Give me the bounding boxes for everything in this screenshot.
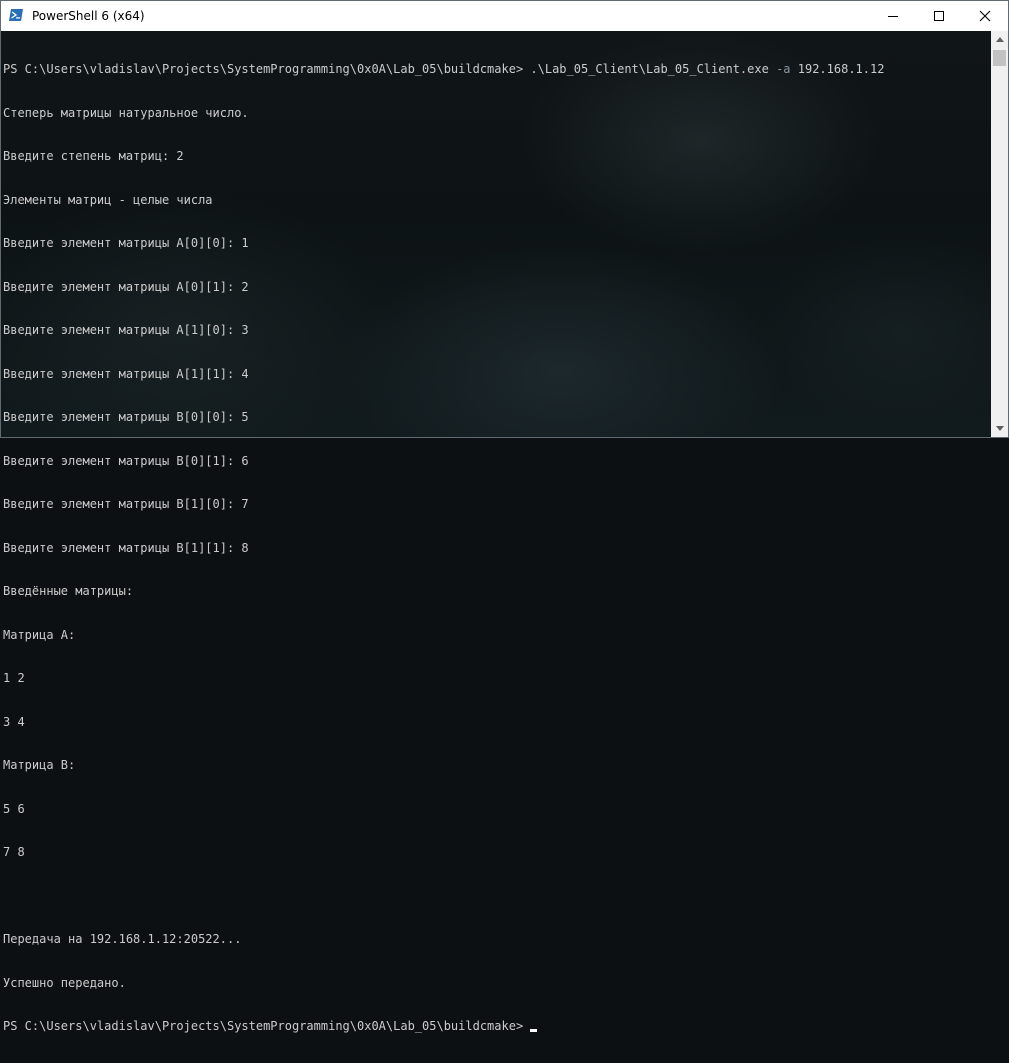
output-line — [3, 889, 884, 904]
prompt-line — [3, 1019, 884, 1034]
window-title: PowerShell 6 (x64) — [32, 9, 145, 23]
output-line: Передача на 192.168.1.12:20522... — [3, 932, 242, 946]
scroll-down-button[interactable] — [991, 420, 1008, 437]
powershell-icon — [9, 9, 23, 21]
output-line: Введённые матрицы: — [3, 584, 134, 598]
command-text: .\Lab_05_Client\Lab_05_Client.exe — [530, 62, 769, 76]
prompt-text: PS C:\Users\vladislav\Projects\SystemProgramming\0x0A\Lab_05\buildcmake> — [3, 62, 531, 76]
output-line: Введите элемент матрицы B[0][0]: 5 — [3, 410, 249, 424]
output-line: Введите элемент матрицы A[0][1]: 2 — [3, 279, 249, 294]
close-button[interactable] — [962, 1, 1008, 31]
output-line: 3 4 — [3, 714, 25, 729]
command-line — [3, 62, 884, 77]
output-line: Введите степень матриц: 2 — [3, 149, 184, 163]
scroll-up-button[interactable] — [991, 31, 1008, 48]
output-line: Введите элемент матрицы B[1][1]: 8 — [3, 540, 249, 555]
output-line: 7 8 — [3, 845, 25, 859]
maximize-button[interactable] — [916, 1, 962, 31]
output-line: Введите элемент матрицы A[0][0]: 1 — [3, 236, 249, 250]
chevron-down-icon — [996, 426, 1004, 431]
output-line: Введите элемент матрицы B[1][0]: 7 — [3, 497, 249, 511]
output-line: Матрица B: — [3, 758, 76, 772]
output-line: Матрица A: — [3, 627, 76, 642]
output-line: Успешно передано. — [3, 975, 126, 990]
output-line: Введите элемент матрицы A[1][0]: 3 — [3, 323, 249, 337]
close-icon — [980, 11, 990, 21]
output-line: Степерь матрицы натуральное число. — [3, 105, 249, 120]
title-bar[interactable] — [1, 1, 1008, 31]
final-prompt-text: PS C:\Users\vladislav\Projects\SystemProgramming\0x0A\Lab_05\buildcmake> — [3, 1019, 524, 1033]
console-area[interactable] — [1, 31, 991, 1033]
maximize-icon — [934, 11, 944, 21]
output-line: 1 2 — [3, 671, 25, 685]
vertical-scrollbar[interactable] — [991, 31, 1008, 437]
output-line: 5 6 — [3, 801, 25, 816]
command-argument: -a — [776, 62, 791, 76]
command-address: 192.168.1.12 — [797, 62, 885, 76]
scrollbar-thumb[interactable] — [993, 50, 1006, 66]
chevron-up-icon — [996, 37, 1004, 42]
output-line: Элементы матриц - целые числа — [3, 192, 213, 207]
console-output — [3, 33, 884, 1063]
output-line: Введите элемент матрицы B[0][1]: 6 — [3, 453, 249, 468]
minimize-button[interactable] — [870, 1, 916, 31]
minimize-icon — [888, 11, 898, 21]
output-line: Введите элемент матрицы A[1][1]: 4 — [3, 366, 249, 381]
text-cursor — [530, 1029, 537, 1032]
